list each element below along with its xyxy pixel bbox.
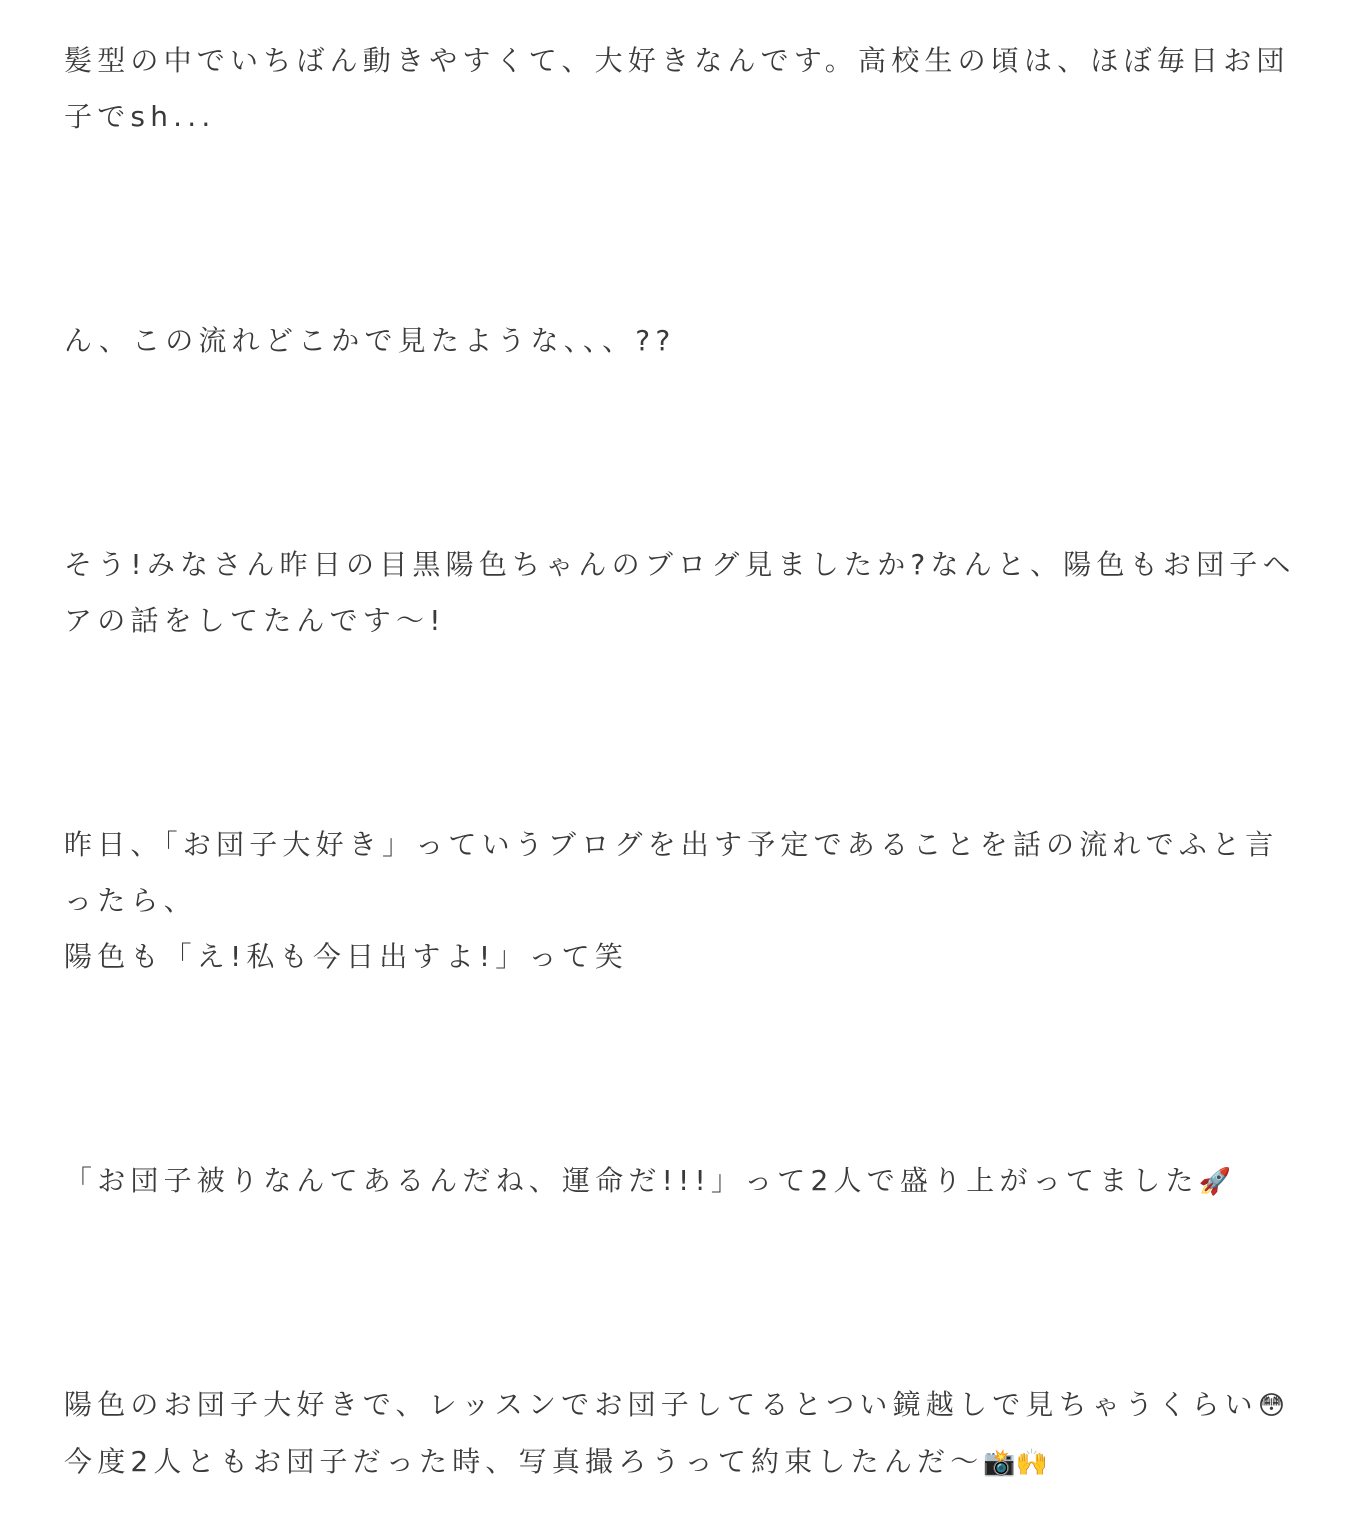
paragraph-4-line-2: 陽色も「え!私も今日出すよ!」って笑 — [64, 940, 629, 973]
paragraph-2 — [64, 313, 675, 369]
paragraph-4-line-1: 昨日、「お団子大好き」っていうブログを出す予定であることを話の流れでふと言ったら、 — [64, 828, 1279, 917]
paragraph-5-text: 「お団子被りなんてあるんだね、運命だ!!!」って2人で盛り上がってました — [64, 1164, 1199, 1197]
paragraph-6-line-1 — [64, 1377, 1285, 1434]
paragraph-6-line-2-text: 今度2人ともお団子だった時、写真撮ろうって約束したんだ〜 — [64, 1445, 984, 1478]
paragraph-6-line-1-text: 陽色のお団子大好きで、レッスンでお団子してるとつい鏡越しで見ちゃうくらい — [64, 1388, 1258, 1421]
paragraph-5 — [64, 1153, 1231, 1210]
rocket-icon: 🚀 — [1198, 1167, 1232, 1197]
paragraph-3-text: そう!みなさん昨日の目黒陽色ちゃんのブログ見ましたか?なんと、陽色もお団子ヘアの話をしてたんです〜! — [64, 548, 1296, 637]
paragraph-2-text: ん、この流れどこかで見たような、、、?? — [64, 324, 676, 357]
paragraph-6-line-2 — [64, 1434, 1285, 1491]
paragraph-4 — [64, 817, 1304, 985]
paragraph-1 — [64, 33, 1304, 145]
flushed-face-icon: 😳 — [1257, 1391, 1285, 1421]
paragraph-1-text: 髪型の中でいちばん動きやすくて、大好きなんです。高校生の頃は、ほぼ毎日お団子でsh... — [64, 44, 1290, 133]
camera-flash-icon: 📸 — [983, 1448, 1016, 1478]
paragraph-3 — [64, 537, 1304, 649]
paragraph-6 — [64, 1377, 1285, 1491]
raising-hands-icon: 🙌 — [1015, 1448, 1049, 1478]
